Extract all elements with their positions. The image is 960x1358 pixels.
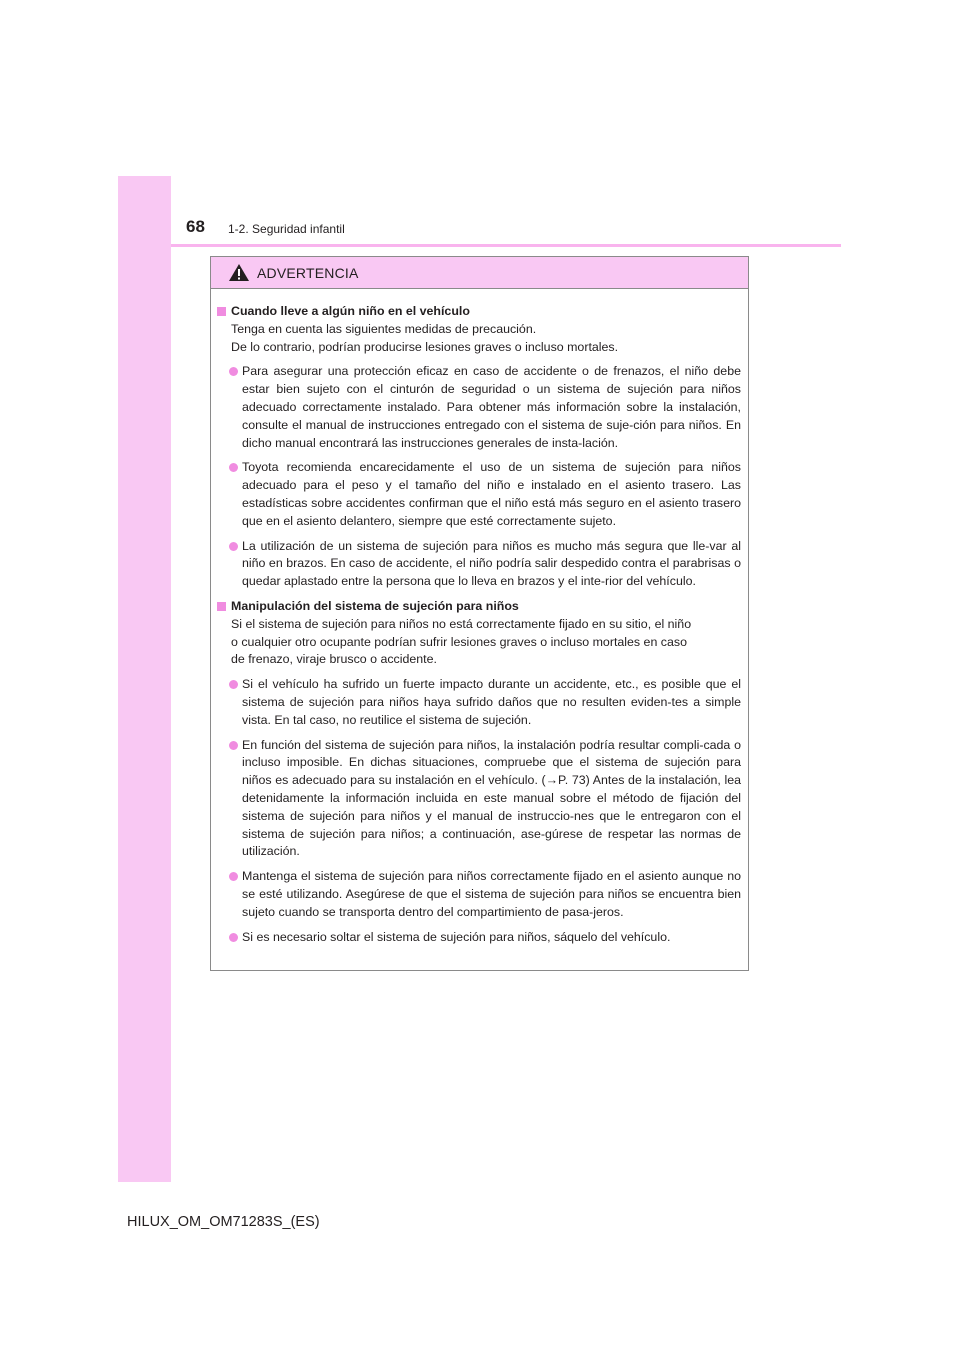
square-bullet-icon <box>217 307 226 316</box>
section-title: 1-2. Seguridad infantil <box>228 222 345 236</box>
page-number: 68 <box>186 217 205 236</box>
warning-body <box>211 289 748 946</box>
intro-line: Tenga en cuenta las siguientes medidas de precaución. <box>231 321 537 336</box>
list-item: Si es necesario soltar el sistema de sujeción para niños, sáquelo del vehículo. <box>217 929 741 947</box>
warning-header <box>211 257 748 289</box>
intro-line: de frenazo, viraje brusco o accidente. <box>231 652 437 667</box>
intro-line: De lo contrario, podrían producirse lesiones graves o incluso mortales. <box>231 339 619 354</box>
document-code: HILUX_OM_OM71283S_(ES) <box>127 1214 320 1230</box>
warning-box <box>210 256 749 971</box>
round-bullet-icon <box>229 741 238 750</box>
round-bullet-icon <box>229 542 238 551</box>
section-heading: Manipulación del sistema de sujeción para niños <box>217 598 741 616</box>
round-bullet-icon <box>229 463 238 472</box>
warning-triangle-icon <box>228 263 250 282</box>
section-heading: Cuando lleve a algún niño en el vehículo <box>217 303 741 321</box>
header-rule <box>171 244 841 247</box>
intro-line: Si el sistema de sujeción para niños no está correctamente fijado en su sitio, el niño <box>231 616 692 631</box>
round-bullet-icon <box>229 367 238 376</box>
intro-line: o cualquier otro ocupante podrían sufrir lesiones graves o incluso mortales en caso <box>231 634 687 649</box>
list-item: Si el vehículo ha sufrido un fuerte impacto durante un accidente, etc., es posible que el sistema de sujeción para niños haya sufrido daños que no resulten eviden-tes a simple vista. En tal caso, no reutilice el sistema de sujeción. <box>217 676 741 729</box>
round-bullet-icon <box>229 680 238 689</box>
warning-title: ADVERTENCIA <box>257 264 359 281</box>
side-tab-strip <box>118 176 171 1182</box>
list-item: Para asegurar una protección eficaz en caso de accidente o de frenazos, el niño debe estar bien sujeto con el cinturón de seguridad o un sistema de sujeción para niños adecuado correctamente instalado. Para obtener más información sobre la instalación, consulte el manual de instrucciones entregado con el sistema de suje-ción para niños. En dicho manual encontrará las instrucciones generales de insta-lación. <box>217 363 741 452</box>
list-item: En función del sistema de sujeción para niños, la instalación podría resultar compli-cada o incluso imposible. En dichas situaciones, compruebe que el sistema de sujeción para niños es adecuado para su instalación en el vehículo. (→P. 73) Antes de la instalación, lea detenidamente la información incluida en este manual sobre el método de fijación del sistema de sujeción para niños y el manual de instruccio-nes que le entregaron con el sistema de sujeción para niños; a continuación, ase-gúrese de respetar las normas de utilización. <box>217 737 741 862</box>
list-item: Mantenga el sistema de sujeción para niños correctamente fijado en el asiento aunque no se esté utilizando. Asegúrese de que el sistema de sujeción para niños se encuentra bien sujeto cuando se transporta dentro del compartimiento de pasa-jeros. <box>217 868 741 921</box>
square-bullet-icon <box>217 602 226 611</box>
round-bullet-icon <box>229 872 238 881</box>
round-bullet-icon <box>229 933 238 942</box>
list-item: La utilización de un sistema de sujeción para niños es mucho más segura que lle-var al niño en brazos. En caso de accidente, el niño podría salir despedido contra el parabrisas o quedar aplastado entre la persona que lo lleva en brazos y el inte-rior del vehículo. <box>217 538 741 591</box>
list-item: Toyota recomienda encarecidamente el uso de un sistema de sujeción para niños adecuado para el peso y el tamaño del niño e instalado en el asiento trasero. Las estadísticas sobre accidentes confirman que el niño está más seguro en el asiento trasero que en el asiento delantero, siempre que esté correctamente sujeto. <box>217 459 741 530</box>
